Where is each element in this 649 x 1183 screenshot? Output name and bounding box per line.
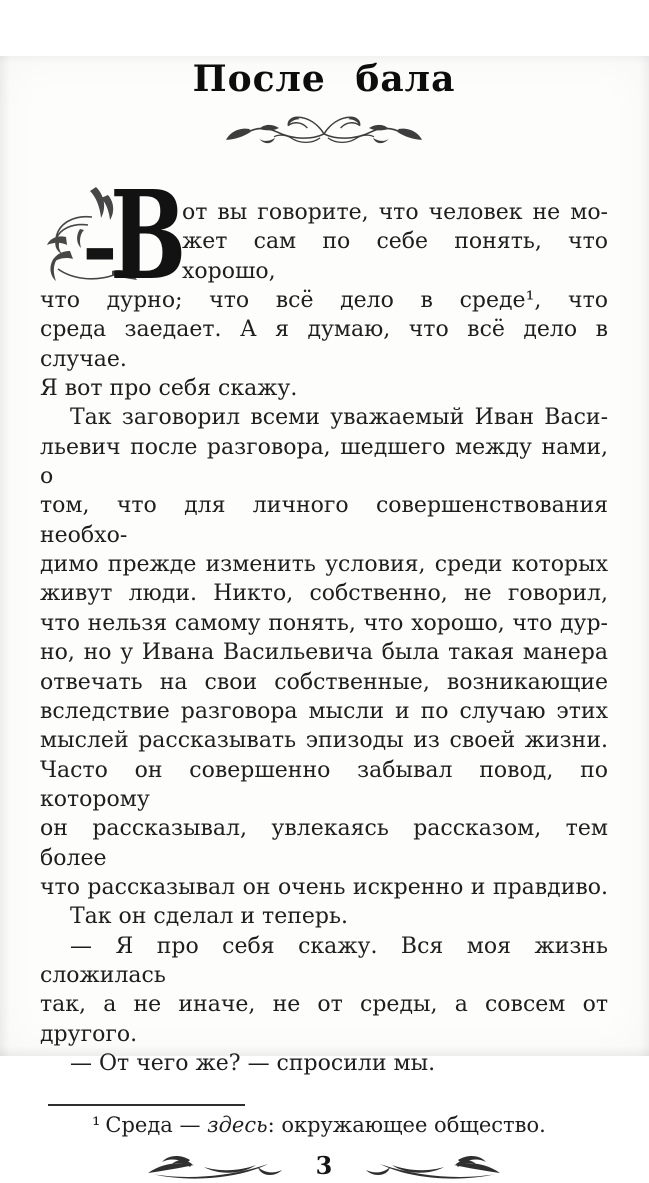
- header-flourish-icon: [40, 114, 608, 148]
- drop-cap: - В: [40, 198, 182, 284]
- text-line: том, что для личного совершенствования необхо-: [40, 493, 608, 548]
- text-line: он рассказывал, увлекаясь рассказом, тем более: [40, 816, 608, 871]
- footnote-text: Среда —: [105, 1113, 208, 1138]
- text-line: — Я про себя скажу. Вся моя жизнь сложилась: [40, 933, 608, 988]
- text-line: димо прежде изменить условия, среди которых: [40, 552, 608, 578]
- text-line: среда заедает. А я думаю, что всё дело в случае.: [40, 317, 608, 372]
- footer-flourish-right-icon: [352, 1151, 502, 1181]
- paragraph: [40, 902, 608, 931]
- paragraph: [40, 932, 608, 1049]
- text-line: так, а не иначе, не от среды, а совсем от другого.: [40, 992, 608, 1047]
- page-footer: [40, 1149, 608, 1183]
- floral-divider-icon: [226, 114, 422, 148]
- page-number: 3: [315, 1151, 333, 1181]
- text-line: Часто он совершенно забывал повод, по которому: [40, 757, 608, 812]
- footnote: [40, 1112, 608, 1139]
- paragraph: [40, 163, 608, 403]
- text-line: льевич после разговора, шедшего между нами, о: [40, 434, 608, 490]
- dropcap-letter: В: [110, 163, 187, 307]
- footnote-rule: [48, 1104, 245, 1106]
- text-line: что нельзя самому понять, что хорошо, что дур-: [40, 610, 608, 636]
- footnote-marker: ¹: [92, 1113, 101, 1138]
- footer-flourish-left-icon: [146, 1151, 296, 1181]
- book-page: [0, 56, 649, 1181]
- body-text: [40, 163, 608, 1078]
- text-line: Я вот про себя скажу.: [40, 376, 298, 402]
- text-line: но, но у Ивана Васильевича была такая манера: [40, 640, 608, 666]
- text-line: от вы говорите, что человек не мо-: [182, 200, 608, 225]
- text-line: мыслей рассказывать эпизоды из своей жизни.: [40, 728, 608, 754]
- text-line: отвечать на свои собственные, возникающие: [40, 669, 608, 695]
- paragraph: [40, 403, 608, 902]
- text-line: живут люди. Никто, собственно, не говорил,: [40, 581, 608, 607]
- text-line: Так он сделал и теперь.: [70, 904, 348, 930]
- text-line: — От чего же? — спросили мы.: [70, 1050, 436, 1076]
- text-line: что дурно; что всё дело в среде¹, что: [40, 288, 608, 314]
- text-line: вследствие разговора мысли и по случаю этих: [40, 698, 608, 724]
- text-line: жет сам по себе понять, что хорошо,: [182, 229, 608, 284]
- paragraph: [40, 1049, 608, 1078]
- chapter-title: После бала: [192, 58, 456, 100]
- text-line: Так заговорил всеми уважаемый Иван Васи-: [70, 405, 608, 431]
- footnote-italic-word: здесь: [207, 1113, 268, 1138]
- text-line: что рассказывал он очень искренно и правдиво.: [40, 874, 608, 900]
- footnote-text-tail: : окружающее общество.: [267, 1113, 546, 1138]
